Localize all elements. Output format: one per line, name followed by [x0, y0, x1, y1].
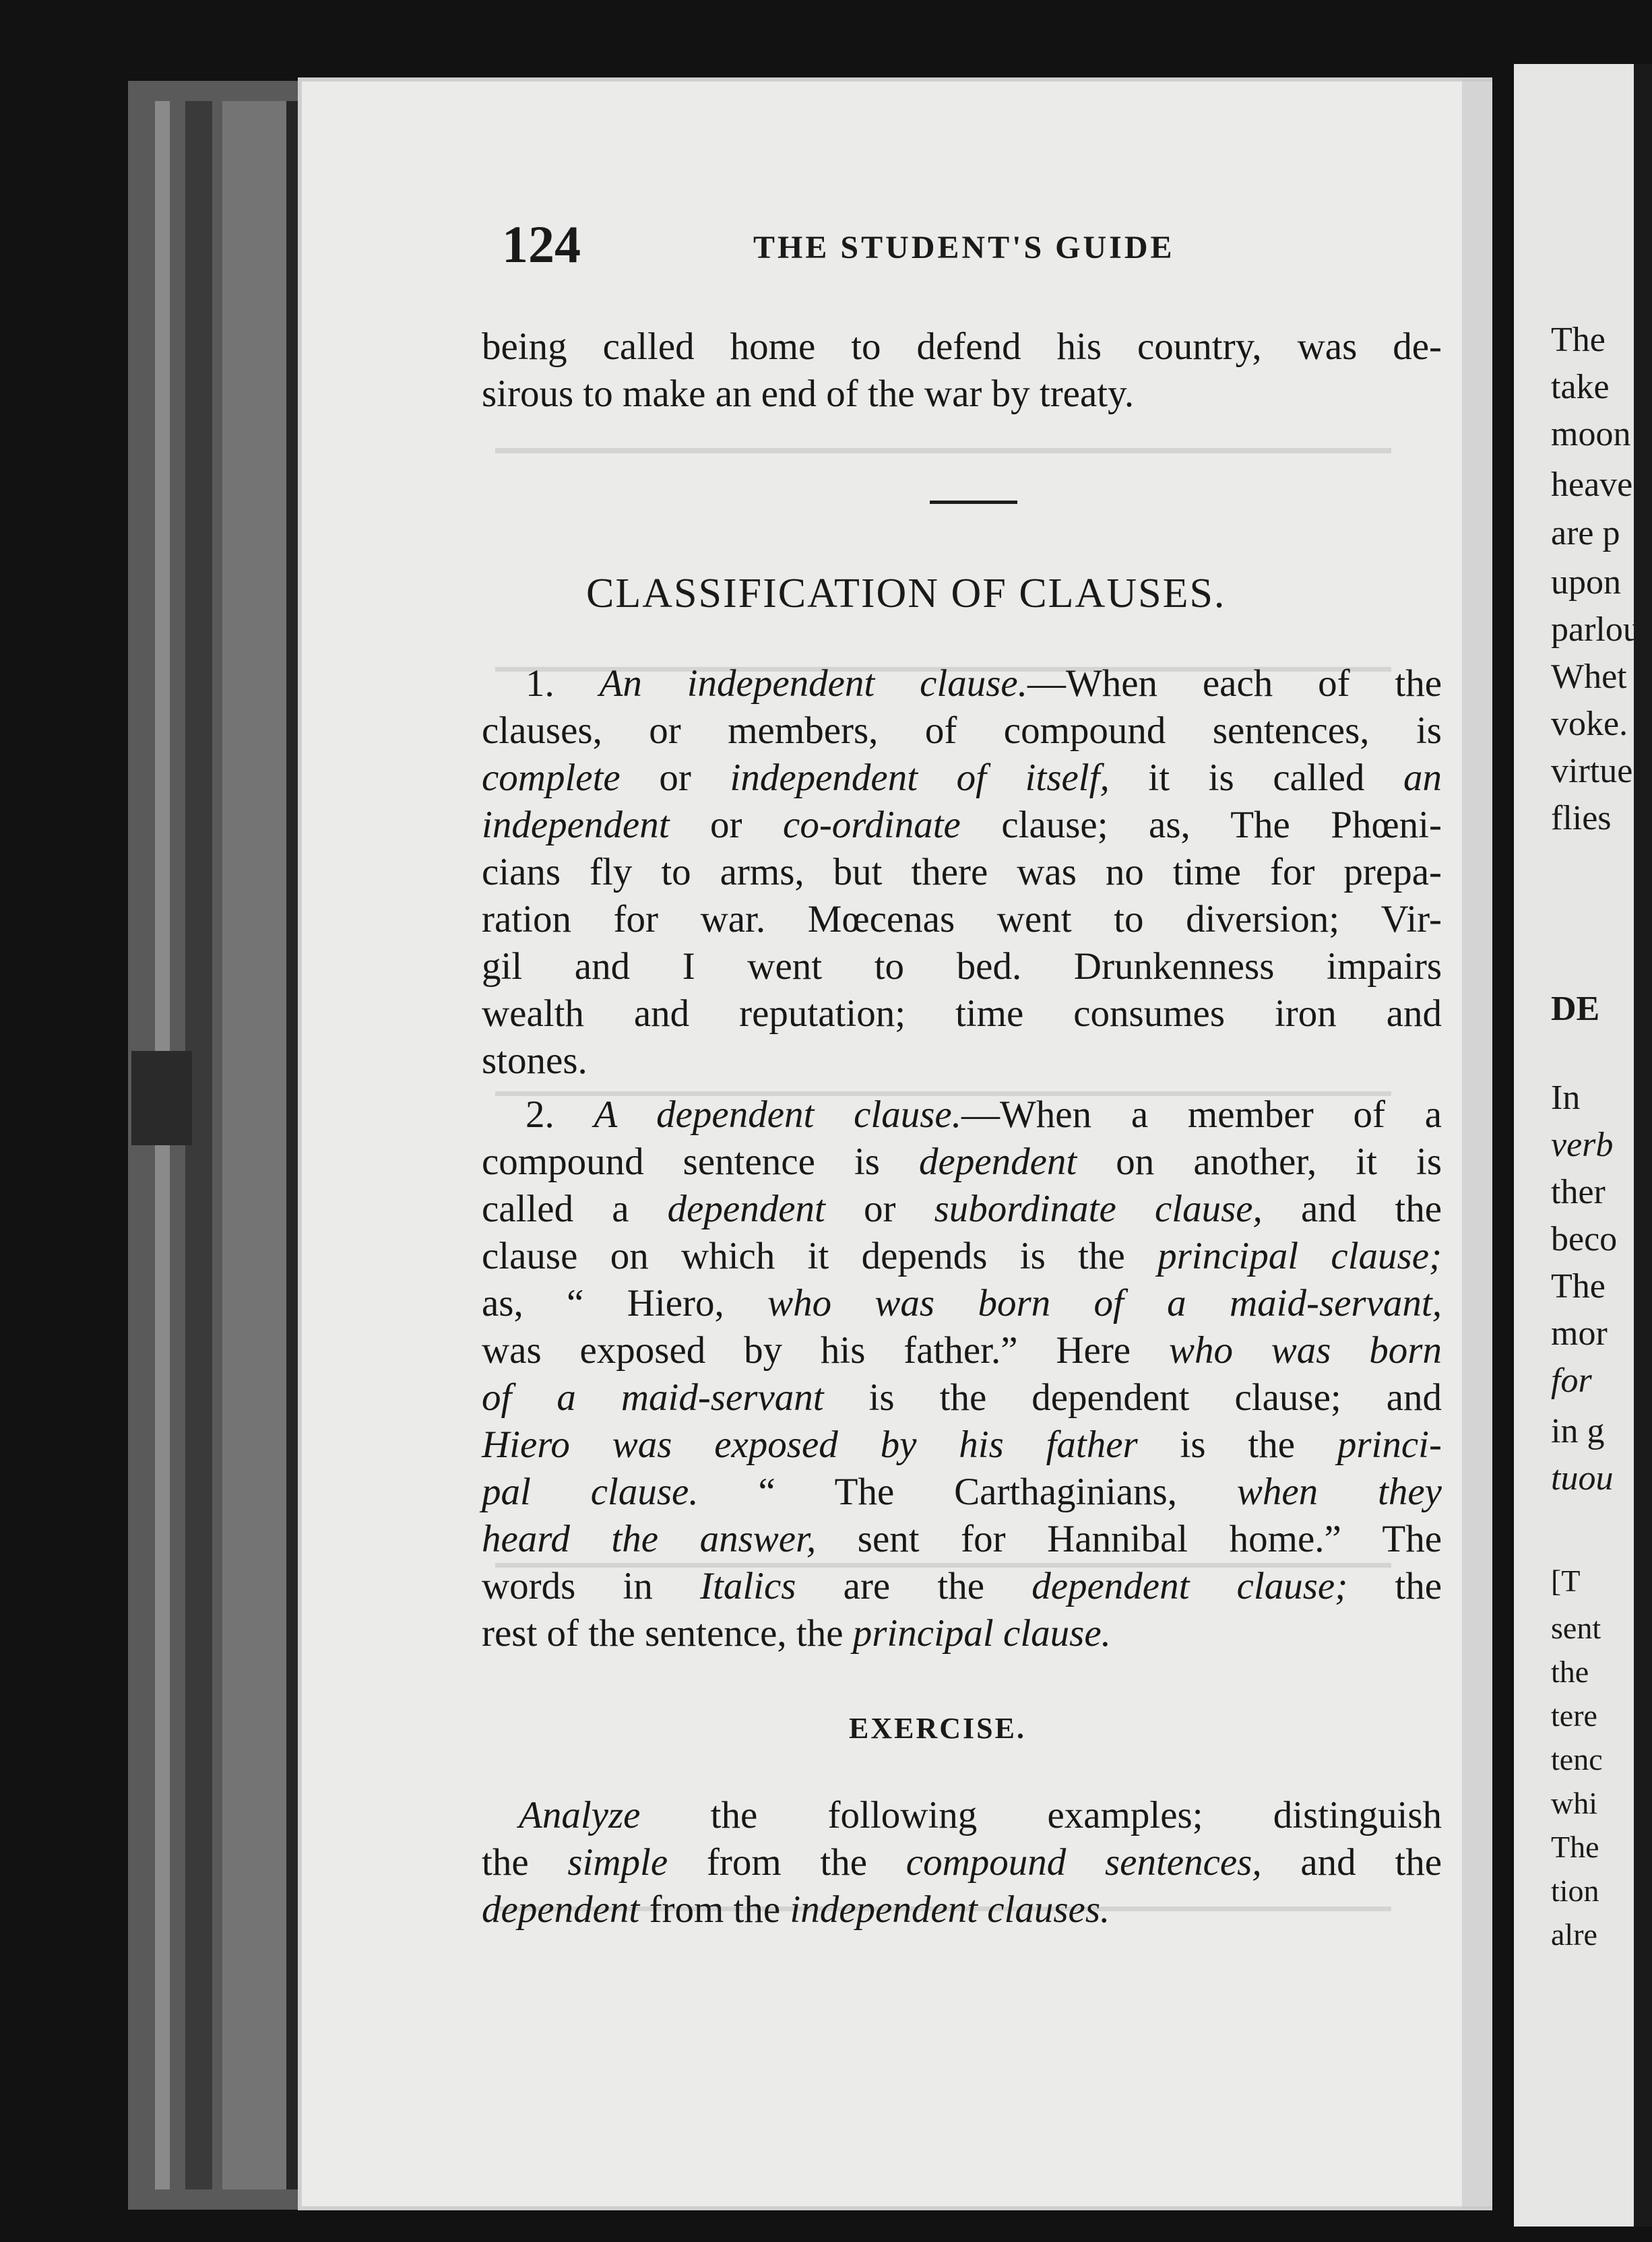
text-line: wealth and reputation; time consumes iron and — [482, 992, 1442, 1035]
text-line: 2. A dependent clause.—When a member of a — [526, 1093, 1442, 1136]
text-line: compound sentence is dependent on another, it is — [482, 1141, 1442, 1183]
text-line: pal clause. “ The Carthaginians, when they — [482, 1471, 1442, 1513]
text-line: gil and I went to bed. Drunkenness impairs — [482, 945, 1442, 988]
facing-fragment: verb — [1551, 1126, 1614, 1164]
facing-fragment: [T — [1551, 1564, 1581, 1598]
text-line: 1. An independent clause.—When each of the — [526, 662, 1442, 705]
text-line: heard the answer, sent for Hannibal home.” The — [482, 1518, 1442, 1560]
text-line: Analyze the following examples; distinguish — [519, 1794, 1442, 1836]
facing-fragment: flies — [1551, 799, 1612, 837]
facing-fragment: take — [1551, 368, 1610, 406]
text-line: rest of the sentence, the principal clause. — [482, 1612, 1111, 1655]
text-line: words in Italics are the dependent clause; the — [482, 1565, 1442, 1607]
running-head: THE STUDENT'S GUIDE — [753, 230, 1175, 265]
facing-fragment: alre — [1551, 1917, 1597, 1952]
facing-fragment: upon — [1551, 563, 1621, 602]
facing-fragment: tuou — [1551, 1459, 1614, 1498]
facing-fragment: voke. — [1551, 705, 1628, 743]
text-line: cians fly to arms, but there was no time for prepa- — [482, 851, 1442, 893]
facing-fragment: sent — [1551, 1611, 1601, 1645]
text-line: being called home to defend his country, was de- — [482, 325, 1442, 368]
exercise-heading: EXERCISE. — [849, 1712, 1026, 1745]
facing-fragment: The — [1551, 1830, 1599, 1864]
facing-fragment: mor — [1551, 1314, 1608, 1353]
facing-fragment: Whet — [1551, 658, 1627, 696]
text-line: ration for war. Mœcenas went to diversion; Vir- — [482, 898, 1442, 940]
text-line: independent or co-ordinate clause; as, The Phœni- — [482, 804, 1442, 846]
facing-fragment: the — [1551, 1655, 1589, 1689]
section-heading: CLASSIFICATION OF CLAUSES. — [586, 571, 1226, 616]
text-line: was exposed by his father.” Here who was born — [482, 1329, 1442, 1372]
text-line: called a dependent or subordinate clause, and the — [482, 1188, 1442, 1230]
facing-fragment: The — [1551, 1267, 1606, 1306]
page-number: 124 — [502, 215, 581, 274]
facing-fragment: whi — [1551, 1786, 1597, 1820]
text-line: dependent from the independent clauses. — [482, 1888, 1110, 1931]
facing-fragment: parlou — [1551, 610, 1641, 649]
text-line: clause on which it depends is the principal clause; — [482, 1235, 1442, 1277]
facing-fragment: tere — [1551, 1698, 1597, 1733]
facing-fragment: tenc — [1551, 1742, 1603, 1776]
facing-fragment: heave — [1551, 466, 1633, 504]
text-line: complete or independent of itself, it is called an — [482, 757, 1442, 799]
text-line: the simple from the compound sentences, and the — [482, 1841, 1442, 1884]
text-line: sirous to make an end of the war by treaty. — [482, 373, 1135, 415]
facing-fragment: The — [1551, 321, 1606, 359]
text-line: of a maid-servant is the dependent clause; and — [482, 1376, 1442, 1419]
facing-fragment: ther — [1551, 1173, 1606, 1211]
facing-fragment: DE — [1551, 990, 1600, 1028]
facing-fragment: moon — [1551, 415, 1631, 453]
facing-fragment: in g — [1551, 1412, 1605, 1450]
facing-fragment: are p — [1551, 514, 1620, 552]
text-line: as, “ Hiero, who was born of a maid-servant, — [482, 1282, 1442, 1324]
facing-fragment: In — [1551, 1079, 1581, 1117]
facing-fragment: beco — [1551, 1220, 1618, 1258]
gutter — [1492, 64, 1514, 2227]
section-rule — [930, 501, 1017, 504]
facing-fragment: for — [1551, 1362, 1592, 1400]
text-line: Hiero was exposed by his father is the princi- — [482, 1423, 1442, 1466]
text-line: clauses, or members, of compound sentences, is — [482, 709, 1442, 752]
facing-fragment: virtue — [1551, 752, 1633, 790]
text-line: stones. — [482, 1039, 587, 1082]
facing-fragment: tion — [1551, 1873, 1599, 1908]
